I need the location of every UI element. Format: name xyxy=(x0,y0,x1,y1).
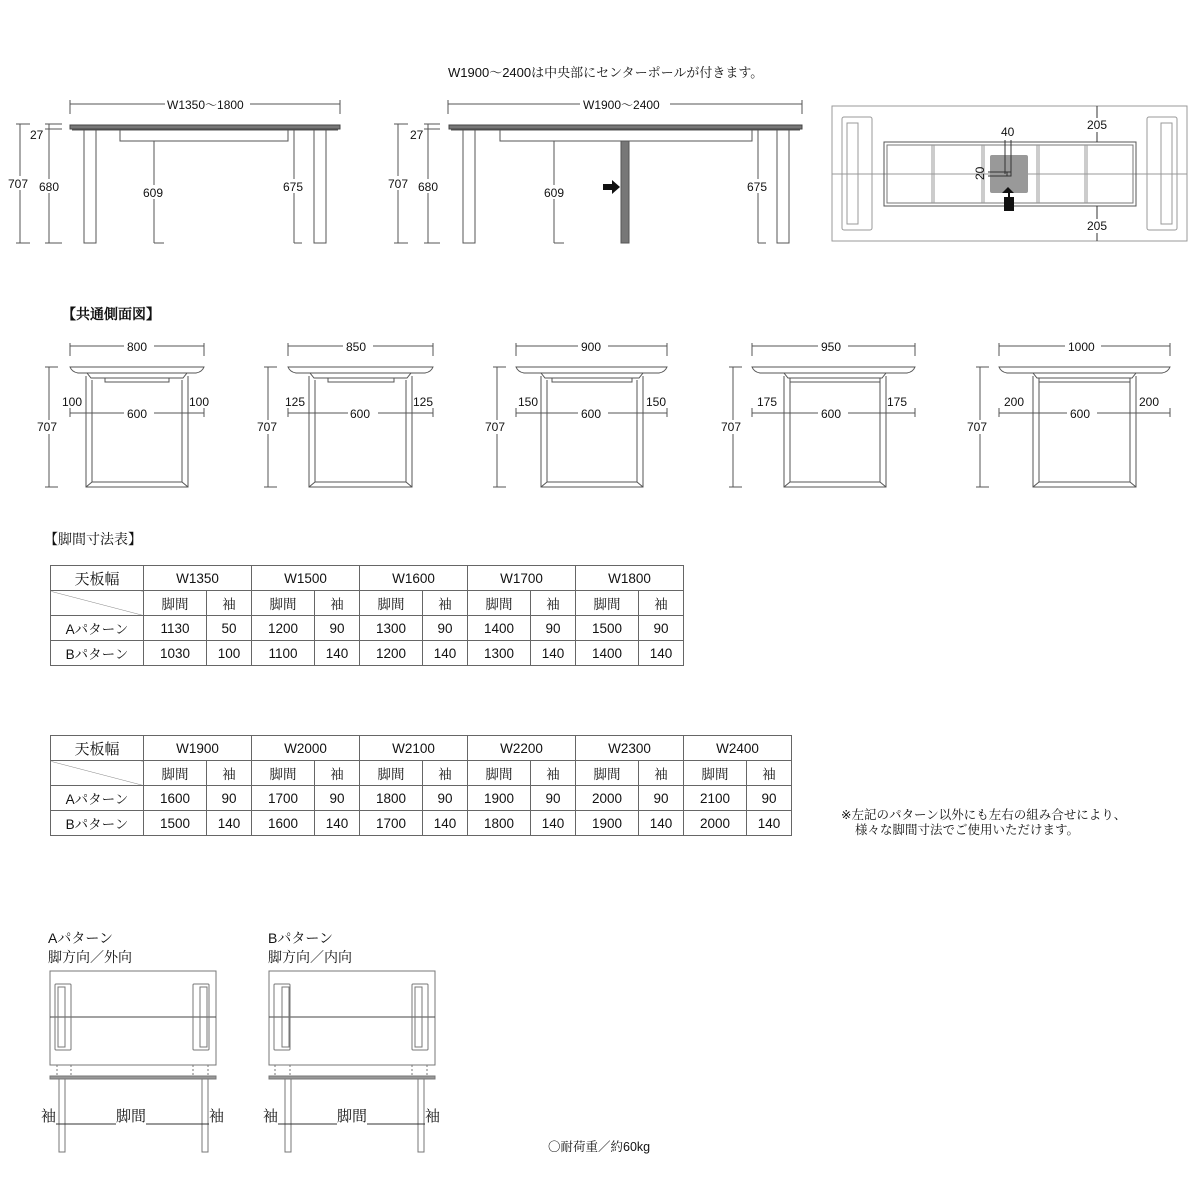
leg-table-title: 【脚間寸法表】 xyxy=(44,531,142,547)
front-view-small xyxy=(16,100,340,243)
svg-text:27: 27 xyxy=(30,128,44,142)
svg-text:175: 175 xyxy=(757,395,778,409)
svg-text:800: 800 xyxy=(127,340,148,354)
svg-text:707: 707 xyxy=(967,420,988,434)
svg-text:200: 200 xyxy=(1004,395,1025,409)
svg-text:680: 680 xyxy=(418,180,439,194)
svg-text:100: 100 xyxy=(62,395,83,409)
svg-text:609: 609 xyxy=(544,186,565,200)
pattern-b-title: Bパターン 脚方向／内向 xyxy=(268,930,352,965)
svg-text:675: 675 xyxy=(747,180,768,194)
pattern-a-title: Aパターン 脚方向／外向 xyxy=(48,930,132,965)
leg-table-1: 天板幅 W1350 W1500 W1600 W1700 W1800 脚間 袖 脚間 袖 脚間 袖 脚間 袖 脚間 袖 Aパターン 1130 50 1200 90 1300 90 1400 90 1500 90 Bパターン 1030 100 1100 140 1200 140 1300 140 1400 140 xyxy=(50,565,684,666)
svg-text:675: 675 xyxy=(283,180,304,194)
front-view-large xyxy=(394,100,802,243)
load-capacity-note: 〇耐荷重／約60kg xyxy=(548,1140,651,1154)
pattern-b-sleeve-right: 袖 xyxy=(425,1105,440,1126)
side-views-title: 【共通側面図】 xyxy=(62,306,160,322)
pattern-b-sleeve-left: 袖 xyxy=(263,1105,278,1126)
svg-text:707: 707 xyxy=(388,177,409,191)
svg-text:707: 707 xyxy=(721,420,742,434)
svg-text:609: 609 xyxy=(143,186,164,200)
center-pole-note: W1900〜2400は中央部にセンターポールが付きます。 xyxy=(448,65,764,80)
svg-text:205: 205 xyxy=(1087,118,1108,132)
svg-text:40: 40 xyxy=(1001,125,1015,139)
svg-text:20: 20 xyxy=(973,166,987,180)
svg-text:950: 950 xyxy=(821,340,842,354)
svg-text:680: 680 xyxy=(39,180,60,194)
svg-text:1000: 1000 xyxy=(1068,340,1095,354)
svg-text:707: 707 xyxy=(8,177,29,191)
svg-text:900: 900 xyxy=(581,340,602,354)
leg-table-2: 天板幅 W1900 W2000 W2100 W2200 W2300 W2400 脚間 袖 脚間 袖 脚間 袖 脚間 袖 脚間 袖 脚間 袖 Aパターン 1600 90 1700 90 1800 90 1900 90 2000 90 2100 90 Bパターン 1500 140 1600 140 1700 140 1800 140 1900 140 2000 140 xyxy=(50,735,792,836)
table-note: ※左記のパターン以外にも左右の組み合せにより、 様々な脚間寸法でご使用いただけます。 xyxy=(841,808,1127,837)
arrow-right-icon xyxy=(603,180,620,194)
svg-text:707: 707 xyxy=(485,420,506,434)
pattern-b-leg: 脚間 xyxy=(337,1105,367,1126)
svg-text:600: 600 xyxy=(581,407,602,421)
svg-text:175: 175 xyxy=(887,395,908,409)
diagonal-cell xyxy=(51,761,144,786)
front-small-width: W1350〜1800 xyxy=(167,98,244,112)
svg-text:125: 125 xyxy=(413,395,434,409)
svg-text:600: 600 xyxy=(1070,407,1091,421)
center-pole-plate xyxy=(990,155,1028,193)
table-row: Aパターン 1600 90 1700 90 1800 90 1900 90 2000 90 2100 90 xyxy=(51,786,792,811)
svg-text:850: 850 xyxy=(346,340,367,354)
center-pole xyxy=(621,141,629,243)
svg-text:600: 600 xyxy=(350,407,371,421)
pattern-a-sleeve-right: 袖 xyxy=(209,1105,224,1126)
table-row: Aパターン 1130 50 1200 90 1300 90 1400 90 1500 90 xyxy=(51,616,684,641)
table-row: Bパターン 1500 140 1600 140 1700 140 1800 140 1900 140 2000 140 xyxy=(51,811,792,836)
table-row: Bパターン 1030 100 1100 140 1200 140 1300 140 1400 140 xyxy=(51,641,684,666)
svg-text:205: 205 xyxy=(1087,219,1108,233)
svg-text:27: 27 xyxy=(410,128,424,142)
svg-text:100: 100 xyxy=(189,395,210,409)
svg-text:707: 707 xyxy=(37,420,58,434)
svg-text:150: 150 xyxy=(518,395,539,409)
pattern-a-leg: 脚間 xyxy=(116,1105,146,1126)
diagonal-cell xyxy=(51,591,144,616)
svg-text:707: 707 xyxy=(257,420,278,434)
svg-text:150: 150 xyxy=(646,395,667,409)
svg-text:200: 200 xyxy=(1139,395,1160,409)
svg-text:600: 600 xyxy=(127,407,148,421)
pattern-a-sleeve-left: 袖 xyxy=(41,1105,56,1126)
svg-text:W1900〜2400: W1900〜2400 xyxy=(583,98,660,112)
svg-text:600: 600 xyxy=(821,407,842,421)
svg-text:125: 125 xyxy=(285,395,306,409)
